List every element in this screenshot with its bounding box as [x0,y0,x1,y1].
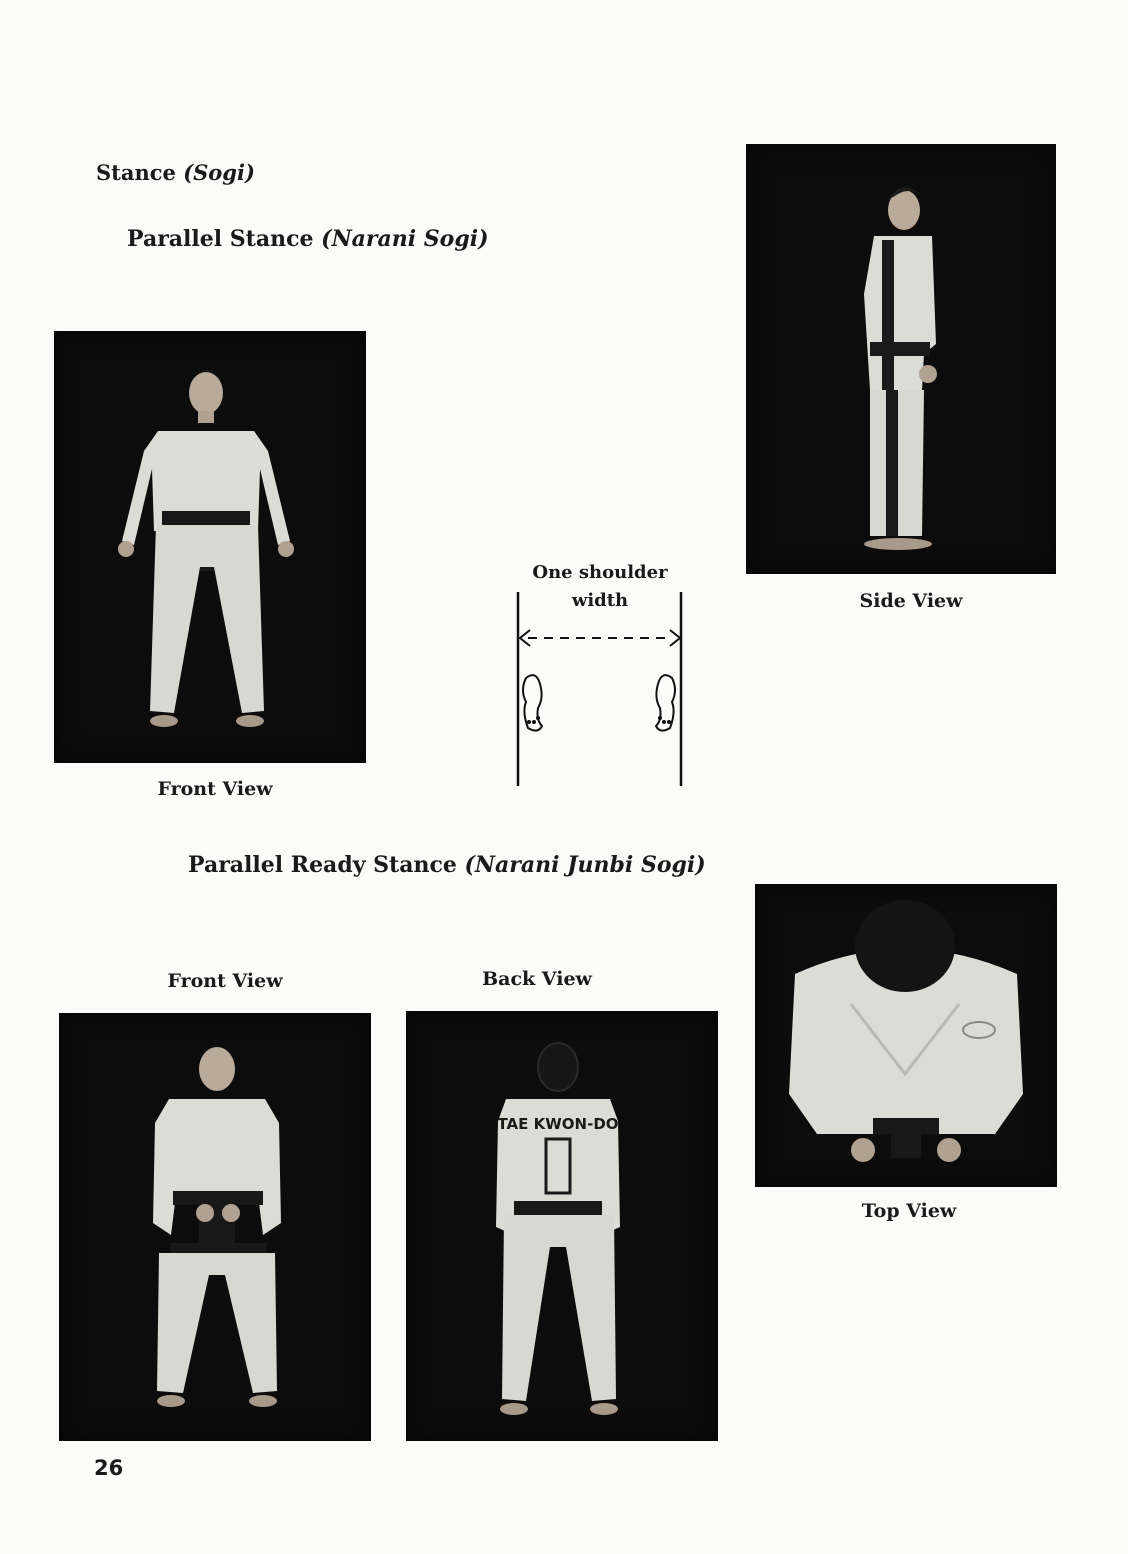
top-view-caption: Top View [861,1200,957,1222]
right-footprint-icon [656,675,675,730]
parallel-ready-stance-english: Parallel Ready Stance [188,852,457,878]
top-view-figure-illustration [755,884,1057,1187]
shoulder-width-label-line1: One shoulder [532,562,668,583]
shoulder-width-label-line2: width [571,590,629,611]
parallel-stance-korean: (Narani Sogi) [321,226,489,252]
parallel-stance-side-photo [746,144,1056,574]
shoulder-width-diagram [500,560,700,795]
foot-position-drawing [500,560,700,795]
parallel-ready-stance-korean: (Narani Junbi Sogi) [464,852,706,878]
left-footprint-icon [523,675,542,730]
front-view-caption-2: Front View [167,970,283,992]
ready-front-figure-illustration [59,1013,371,1441]
front-figure-illustration [54,331,366,763]
section-title [96,160,255,185]
side-view-caption: Side View [859,590,963,612]
uniform-lettering: TAE KWON-DO [497,1115,619,1133]
section-title-korean: (Sogi) [183,160,255,185]
parallel-stance-front-photo [54,331,366,763]
ready-back-figure-illustration [406,1011,718,1441]
front-view-caption-1: Front View [157,778,273,800]
section-title-english: Stance [96,160,176,185]
parallel-ready-stance-heading [188,852,706,878]
ready-stance-top-photo [755,884,1057,1187]
back-view-caption: Back View [482,968,592,990]
page-number: 26 [94,1456,124,1480]
ready-stance-back-photo [406,1011,718,1441]
parallel-stance-heading [127,226,489,252]
ready-stance-front-photo [59,1013,371,1441]
side-figure-illustration [746,144,1056,574]
parallel-stance-english: Parallel Stance [127,226,314,252]
